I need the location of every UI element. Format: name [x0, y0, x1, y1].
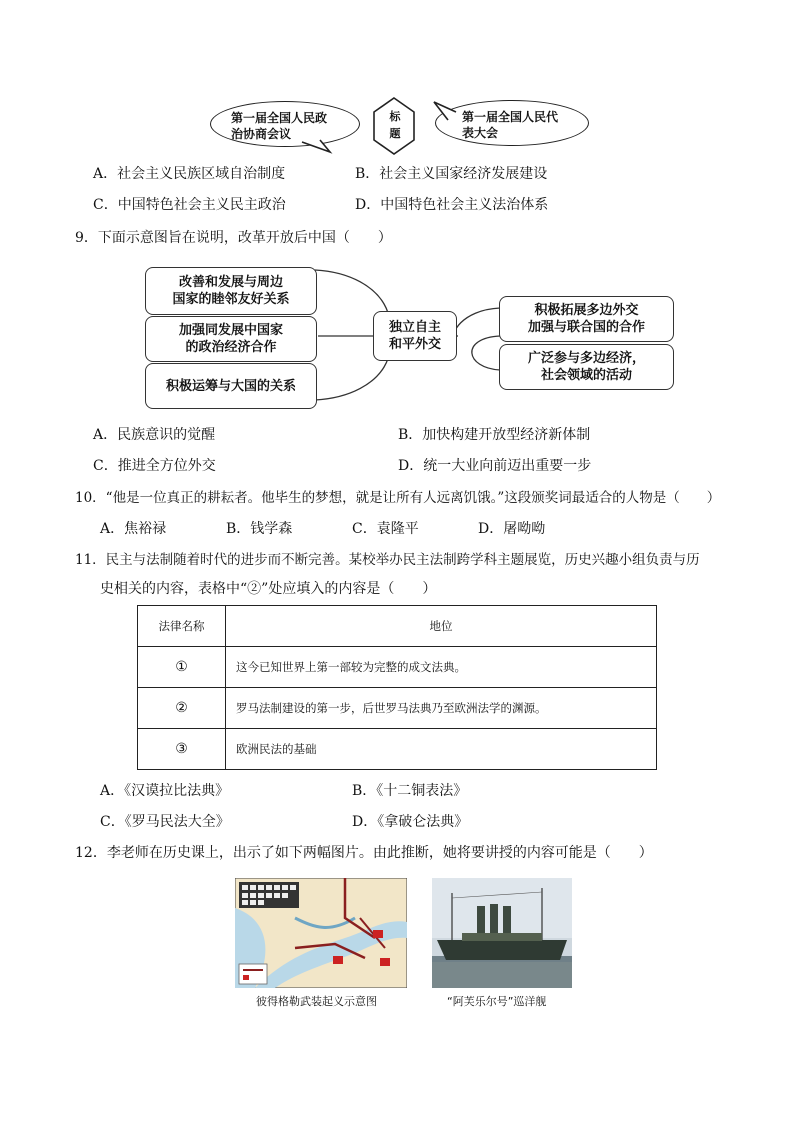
- q9-left-box-1: [145, 267, 317, 315]
- q11-option-a[interactable]: [100, 782, 229, 800]
- law-table-header: [138, 606, 657, 647]
- q8-option-d-text: 中国特色社会主义法治体系: [380, 197, 549, 213]
- q8-option-d[interactable]: [355, 196, 548, 214]
- law-name-cell: ①: [138, 647, 226, 688]
- q8-option-b[interactable]: [355, 165, 547, 183]
- q9-option-d-key: D．: [398, 458, 424, 474]
- q9-option-d[interactable]: [398, 457, 591, 475]
- law-status-cell: 欧洲民法的基础: [226, 729, 657, 770]
- q9-center-box-line1: 独立自主: [388, 320, 441, 335]
- q9-option-c-key: C．: [93, 458, 118, 474]
- petrograd-uprising-map: [235, 878, 407, 988]
- right-bubble-line2: 表大会: [462, 126, 499, 140]
- q11-option-a-key: A．: [100, 783, 125, 799]
- q9-right-box-2: [499, 344, 674, 390]
- map-caption: 彼得格勒武装起义示意图: [256, 995, 377, 1008]
- q9-stem: 9．下面示意图旨在说明，改革开放后中国（ ）: [75, 230, 392, 246]
- q9-option-d-text: 统一大业向前迈出重要一步: [423, 458, 592, 474]
- q9-left-box-1-line2: 国家的睦邻友好关系: [172, 292, 290, 307]
- q8-option-a[interactable]: [93, 165, 285, 183]
- q9-option-b-text: 加快构建开放型经济新体制: [422, 427, 591, 443]
- title-char1: 标: [389, 110, 401, 123]
- q10-option-c-key: C．: [352, 521, 377, 537]
- q9-option-a[interactable]: [93, 426, 215, 444]
- q11-option-b-key: B．: [352, 783, 377, 799]
- q12-stem: 12．李老师在历史课上，出示了如下两幅图片。由此推断，她将要讲授的内容可能是（ ）: [75, 845, 653, 861]
- right-bubble-line1: 第一届全国人民代: [462, 110, 559, 124]
- q11-option-b-text: 《十二铜表法》: [376, 783, 468, 799]
- cruiser-caption: “阿芙乐尔号”巡洋舰: [447, 995, 547, 1008]
- left-bubble-line1: 第一届全国人民政: [231, 111, 328, 125]
- q9-option-c[interactable]: [93, 457, 216, 475]
- q9-option-a-key: A．: [93, 427, 118, 443]
- q10-stem: 10．“他是一位真正的耕耘者。他毕生的梦想，就是让所有人远离饥饿。”这段颁奖词最适合的人物是（ ）: [75, 490, 721, 506]
- q11-option-c-text: 《罗马民法大全》: [124, 814, 230, 830]
- q9-left-box-3: [145, 363, 317, 409]
- q11-option-c-key: C．: [100, 814, 125, 830]
- q11-stem-line2: 史相关的内容，表格中“②”处应填入的内容是（ ）: [100, 581, 437, 597]
- title-label: [388, 108, 402, 142]
- q8-option-b-text: 社会主义国家经济发展建设: [379, 166, 548, 182]
- aurora-cruiser-photo: [432, 878, 572, 988]
- law-name-cell: ②: [138, 688, 226, 729]
- left-bubble-tail: [300, 138, 340, 158]
- q8-option-a-key: A．: [93, 166, 118, 182]
- q10-option-b-text: 钱学森: [250, 521, 293, 537]
- right-bubble-tail: [432, 100, 462, 124]
- q10-option-c-text: 袁隆平: [376, 521, 419, 537]
- law-table: [137, 605, 657, 770]
- left-bubble-line2: 治协商会议: [231, 127, 292, 141]
- q9-left-box-3-line1: 积极运筹与大国的关系: [165, 378, 296, 394]
- q10-option-a[interactable]: [100, 520, 166, 538]
- q11-option-d-text: 《拿破仑法典》: [377, 814, 469, 830]
- table-row: [138, 647, 657, 688]
- q9-option-a-text: 民族意识的觉醒: [117, 427, 216, 443]
- q10-option-b-key: B．: [226, 521, 251, 537]
- q8-option-c[interactable]: [93, 196, 286, 214]
- law-table-header-status: 地位: [226, 606, 657, 647]
- q9-right-box-2-line2: 社会领域的活动: [540, 368, 632, 383]
- q9-right-box-1-line1: 积极拓展多边外交: [534, 303, 639, 318]
- q9-option-b-key: B．: [398, 427, 423, 443]
- q8-option-a-text: 社会主义民族区域自治制度: [117, 166, 286, 182]
- q9-center-box-line2: 和平外交: [388, 337, 441, 352]
- q10-option-c[interactable]: [352, 520, 419, 538]
- law-name-cell: ③: [138, 729, 226, 770]
- q9-left-box-2: [145, 316, 317, 362]
- q9-left-box-1-line1: 改善和发展与周边: [178, 275, 283, 290]
- q10-option-d-text: 屠呦呦: [503, 521, 546, 537]
- q11-stem-line1: 11．民主与法制随着时代的进步而不断完善。某校举办民主法制跨学科主题展览，历史兴趣小组负责与历: [75, 552, 700, 568]
- q8-option-b-key: B．: [355, 166, 380, 182]
- q9-left-box-2-line1: 加强同发展中国家: [178, 323, 283, 338]
- q10-option-d-key: D．: [478, 521, 504, 537]
- table-row: [138, 729, 657, 770]
- q10-option-a-text: 焦裕禄: [124, 521, 167, 537]
- q11-option-d-key: D．: [352, 814, 378, 830]
- q10-option-d[interactable]: [478, 520, 545, 538]
- q11-option-a-text: 《汉谟拉比法典》: [124, 783, 230, 799]
- q9-right-box-2-line1: 广泛参与多边经济，: [527, 351, 645, 366]
- title-char2: 题: [389, 127, 401, 140]
- q10-option-b[interactable]: [226, 520, 292, 538]
- law-table-header-name: 法律名称: [138, 606, 226, 647]
- q11-option-b[interactable]: [352, 782, 467, 800]
- q11-option-d[interactable]: [352, 813, 468, 831]
- q9-center-box: [373, 311, 457, 361]
- q8-option-d-key: D．: [355, 197, 381, 213]
- q11-option-c[interactable]: [100, 813, 230, 831]
- q8-option-c-text: 中国特色社会主义民主政治: [117, 197, 286, 213]
- q10-option-a-key: A．: [100, 521, 125, 537]
- law-status-cell: 这今已知世界上第一部较为完整的成文法典。: [226, 647, 657, 688]
- q9-option-c-text: 推进全方位外交: [117, 458, 216, 474]
- q8-option-c-key: C．: [93, 197, 118, 213]
- q9-right-box-1: [499, 296, 674, 342]
- table-row: [138, 688, 657, 729]
- law-status-cell: 罗马法制建设的第一步，后世罗马法典乃至欧洲法学的渊源。: [226, 688, 657, 729]
- q9-left-box-2-line2: 的政治经济合作: [185, 340, 277, 355]
- q9-option-b[interactable]: [398, 426, 590, 444]
- q9-right-box-1-line2: 加强与联合国的合作: [527, 320, 645, 335]
